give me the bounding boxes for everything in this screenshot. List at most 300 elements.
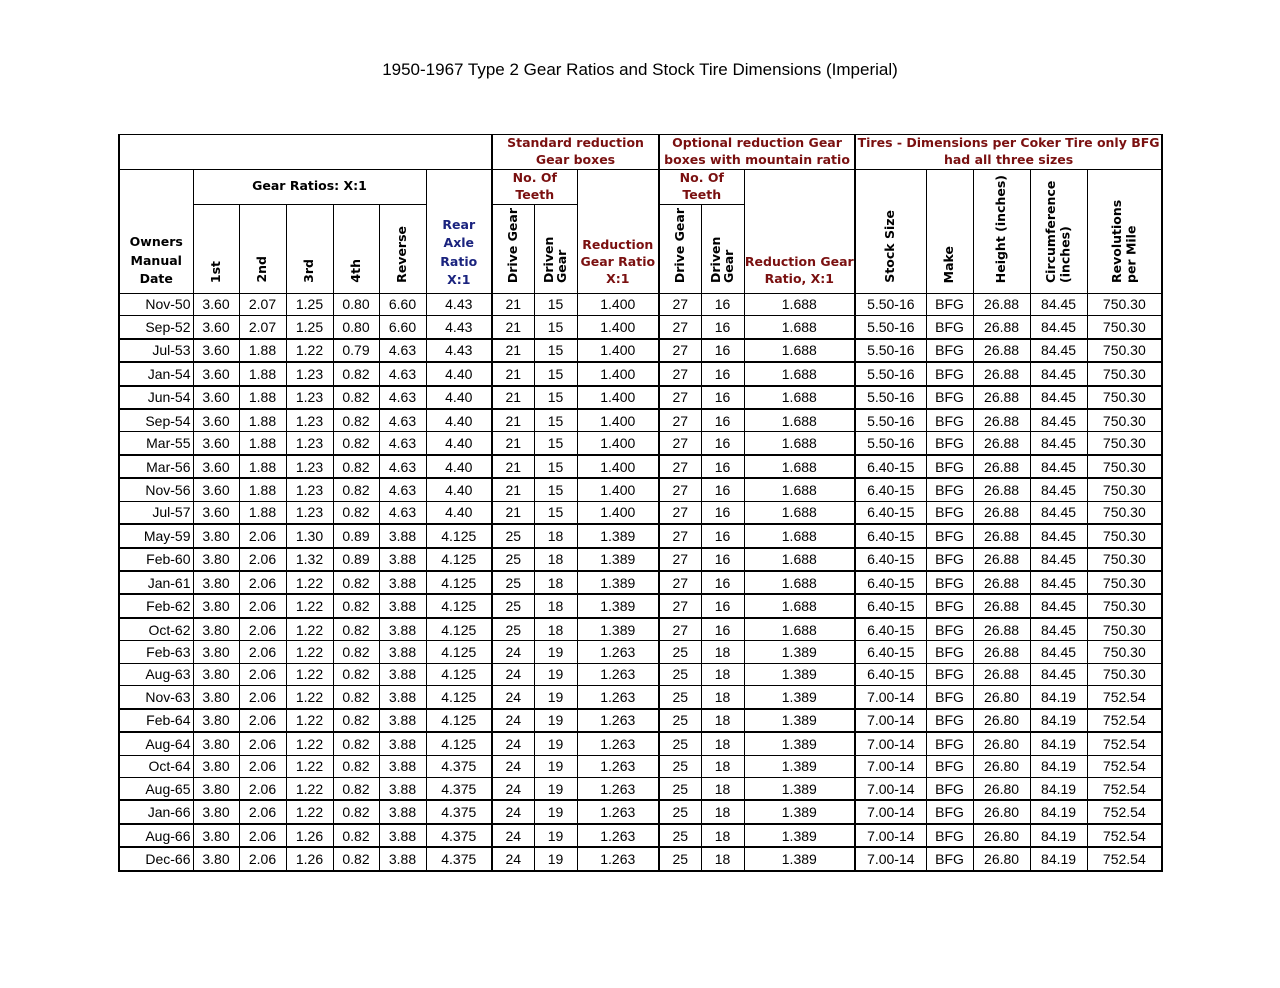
second-gear-cell: 1.88 xyxy=(239,478,286,501)
third-gear-cell: 1.23 xyxy=(286,432,333,455)
stock-size-cell: 6.40-15 xyxy=(855,618,926,641)
optional-reduction-ratio-cell: 1.688 xyxy=(744,478,855,501)
fourth-gear-cell: 0.82 xyxy=(333,618,379,641)
optional-driven-gear-cell: 16 xyxy=(701,386,744,409)
standard-teeth-header: No. Of Teeth xyxy=(492,169,577,204)
revolutions-cell: 750.30 xyxy=(1087,362,1162,385)
optional-teeth-header: No. Of Teeth xyxy=(659,169,744,204)
standard-reduction-ratio-header: Reduction Gear Ratio X:1 xyxy=(577,169,659,293)
stock-size-cell: 7.00-14 xyxy=(855,755,926,777)
optional-driven-gear-cell: 16 xyxy=(701,293,744,315)
standard-drive-gear-cell: 24 xyxy=(492,824,534,847)
standard-driven-gear-header: Driven Gear xyxy=(534,204,577,293)
standard-driven-gear-cell: 15 xyxy=(534,501,577,524)
optional-driven-gear-cell: 16 xyxy=(701,501,744,524)
fourth-gear-cell: 0.82 xyxy=(333,663,379,685)
circumference-cell: 84.45 xyxy=(1030,501,1087,524)
standard-drive-gear-cell: 24 xyxy=(492,800,534,823)
standard-drive-gear-cell: 21 xyxy=(492,339,534,362)
rear-axle-ratio-cell: 4.43 xyxy=(426,316,492,339)
rear-axle-ratio-cell: 4.125 xyxy=(426,686,492,709)
standard-driven-gear-cell: 15 xyxy=(534,339,577,362)
circumference-cell: 84.19 xyxy=(1030,800,1087,823)
second-gear-cell: 2.06 xyxy=(239,709,286,732)
first-gear-cell: 3.80 xyxy=(193,548,239,571)
stock-size-cell: 5.50-16 xyxy=(855,386,926,409)
revolutions-cell: 750.30 xyxy=(1087,594,1162,617)
height-cell: 26.88 xyxy=(973,339,1030,362)
standard-driven-gear-cell: 15 xyxy=(534,409,577,432)
optional-drive-gear-cell: 25 xyxy=(659,800,701,823)
revolutions-cell: 750.30 xyxy=(1087,524,1162,547)
first-gear-cell: 3.80 xyxy=(193,524,239,547)
make-cell: BFG xyxy=(926,777,973,800)
standard-reduction-ratio-cell: 1.263 xyxy=(577,800,659,823)
revolutions-cell: 750.30 xyxy=(1087,548,1162,571)
date-cell: Jan-54 xyxy=(119,362,193,385)
height-cell: 26.80 xyxy=(973,686,1030,709)
standard-driven-gear-cell: 19 xyxy=(534,800,577,823)
stock-size-cell: 6.40-15 xyxy=(855,478,926,501)
revolutions-cell: 750.30 xyxy=(1087,409,1162,432)
date-cell: May-59 xyxy=(119,524,193,547)
stock-size-cell: 5.50-16 xyxy=(855,409,926,432)
gear-ratios-header: Gear Ratios: X:1 xyxy=(193,169,426,204)
rear-axle-ratio-cell: 4.375 xyxy=(426,755,492,777)
standard-reduction-ratio-cell: 1.263 xyxy=(577,847,659,870)
table-body xyxy=(119,293,1162,870)
optional-reduction-ratio-cell: 1.688 xyxy=(744,316,855,339)
date-cell: Aug-65 xyxy=(119,777,193,800)
standard-driven-gear-cell: 15 xyxy=(534,316,577,339)
rear-axle-ratio-cell: 4.125 xyxy=(426,641,492,663)
third-gear-cell: 1.25 xyxy=(286,293,333,315)
circumference-cell: 84.45 xyxy=(1030,618,1087,641)
third-gear-cell: 1.26 xyxy=(286,824,333,847)
optional-reduction-ratio-cell: 1.389 xyxy=(744,732,855,755)
revolutions-cell: 750.30 xyxy=(1087,618,1162,641)
standard-reduction-ratio-cell: 1.263 xyxy=(577,709,659,732)
reverse-gear-cell: 3.88 xyxy=(379,709,426,732)
optional-driven-gear-header: Driven Gear xyxy=(701,204,744,293)
rear-axle-ratio-header: Rear Axle Ratio X:1 xyxy=(426,169,492,293)
rear-axle-ratio-cell: 4.125 xyxy=(426,709,492,732)
fourth-gear-cell: 0.82 xyxy=(333,409,379,432)
circumference-cell: 84.45 xyxy=(1030,293,1087,315)
standard-reduction-ratio-cell: 1.263 xyxy=(577,641,659,663)
tires-group-header: Tires - Dimensions per Coker Tire only BFG had all three sizes xyxy=(855,135,1162,170)
optional-driven-gear-cell: 18 xyxy=(701,641,744,663)
optional-drive-gear-cell: 27 xyxy=(659,478,701,501)
gear-ratio-table xyxy=(118,134,1163,872)
circumference-cell: 84.45 xyxy=(1030,524,1087,547)
rear-axle-ratio-cell: 4.125 xyxy=(426,594,492,617)
circumference-cell: 84.19 xyxy=(1030,824,1087,847)
first-gear-cell: 3.60 xyxy=(193,339,239,362)
standard-reduction-ratio-cell: 1.263 xyxy=(577,663,659,685)
revolutions-cell: 750.30 xyxy=(1087,641,1162,663)
stock-size-cell: 6.40-15 xyxy=(855,455,926,478)
blank-header-cell xyxy=(119,135,492,170)
rear-axle-ratio-cell: 4.375 xyxy=(426,847,492,870)
reverse-gear-header: Reverse xyxy=(379,204,426,293)
stock-size-cell: 6.40-15 xyxy=(855,548,926,571)
optional-reduction-ratio-cell: 1.688 xyxy=(744,455,855,478)
second-gear-cell: 2.06 xyxy=(239,732,286,755)
revolutions-cell: 750.30 xyxy=(1087,432,1162,455)
third-gear-cell: 1.25 xyxy=(286,316,333,339)
reverse-gear-cell: 6.60 xyxy=(379,316,426,339)
reverse-gear-cell: 3.88 xyxy=(379,755,426,777)
owners-manual-date-header: Owners Manual Date xyxy=(119,169,193,293)
third-gear-cell: 1.22 xyxy=(286,571,333,594)
optional-drive-gear-cell: 25 xyxy=(659,847,701,870)
height-cell: 26.88 xyxy=(973,594,1030,617)
height-cell: 26.88 xyxy=(973,641,1030,663)
circumference-cell: 84.45 xyxy=(1030,594,1087,617)
second-gear-cell: 1.88 xyxy=(239,386,286,409)
make-cell: BFG xyxy=(926,548,973,571)
optional-reduction-ratio-cell: 1.389 xyxy=(744,800,855,823)
first-gear-cell: 3.60 xyxy=(193,501,239,524)
standard-reduction-ratio-cell: 1.263 xyxy=(577,824,659,847)
make-cell: BFG xyxy=(926,455,973,478)
height-cell: 26.88 xyxy=(973,524,1030,547)
table-row xyxy=(119,777,1162,800)
first-gear-cell: 3.60 xyxy=(193,409,239,432)
standard-reduction-ratio-cell: 1.263 xyxy=(577,755,659,777)
rear-axle-ratio-cell: 4.40 xyxy=(426,409,492,432)
table-row xyxy=(119,432,1162,455)
optional-reduction-ratio-cell: 1.389 xyxy=(744,847,855,870)
first-gear-cell: 3.80 xyxy=(193,777,239,800)
page-title: 1950-1967 Type 2 Gear Ratios and Stock Tire Dimensions (Imperial) xyxy=(382,60,898,79)
table-row xyxy=(119,409,1162,432)
date-cell: Jan-66 xyxy=(119,800,193,823)
stock-size-cell: 7.00-14 xyxy=(855,824,926,847)
standard-drive-gear-cell: 24 xyxy=(492,755,534,777)
make-cell: BFG xyxy=(926,524,973,547)
fourth-gear-cell: 0.82 xyxy=(333,800,379,823)
standard-driven-gear-cell: 19 xyxy=(534,824,577,847)
second-gear-cell: 2.06 xyxy=(239,777,286,800)
optional-reduction-ratio-cell: 1.688 xyxy=(744,594,855,617)
make-cell: BFG xyxy=(926,618,973,641)
optional-reduction-ratio-header: Reduction Gear Ratio, X:1 xyxy=(744,169,855,293)
optional-driven-gear-cell: 16 xyxy=(701,524,744,547)
table-row xyxy=(119,641,1162,663)
rear-axle-ratio-cell: 4.40 xyxy=(426,501,492,524)
circumference-cell: 84.45 xyxy=(1030,362,1087,385)
revolutions-cell: 750.30 xyxy=(1087,386,1162,409)
date-cell: Oct-64 xyxy=(119,755,193,777)
table-row xyxy=(119,293,1162,315)
optional-drive-gear-cell: 27 xyxy=(659,524,701,547)
table-row xyxy=(119,478,1162,501)
standard-drive-gear-cell: 25 xyxy=(492,618,534,641)
first-gear-cell: 3.60 xyxy=(193,455,239,478)
revolutions-cell: 752.54 xyxy=(1087,800,1162,823)
stock-size-cell: 5.50-16 xyxy=(855,432,926,455)
revolutions-cell: 750.30 xyxy=(1087,316,1162,339)
standard-reduction-ratio-cell: 1.400 xyxy=(577,339,659,362)
first-gear-cell: 3.60 xyxy=(193,478,239,501)
circumference-cell: 84.19 xyxy=(1030,777,1087,800)
second-gear-cell: 2.06 xyxy=(239,824,286,847)
optional-reduction-ratio-cell: 1.389 xyxy=(744,755,855,777)
rear-axle-ratio-cell: 4.40 xyxy=(426,362,492,385)
fourth-gear-cell: 0.80 xyxy=(333,293,379,315)
height-cell: 26.80 xyxy=(973,824,1030,847)
fourth-gear-cell: 0.82 xyxy=(333,686,379,709)
date-cell: Nov-56 xyxy=(119,478,193,501)
fourth-gear-cell: 0.82 xyxy=(333,455,379,478)
optional-reduction-ratio-cell: 1.688 xyxy=(744,293,855,315)
table-row xyxy=(119,316,1162,339)
stock-size-cell: 7.00-14 xyxy=(855,847,926,870)
date-cell: Jul-53 xyxy=(119,339,193,362)
third-gear-cell: 1.32 xyxy=(286,548,333,571)
optional-drive-gear-cell: 25 xyxy=(659,732,701,755)
make-cell: BFG xyxy=(926,686,973,709)
rear-axle-ratio-cell: 4.125 xyxy=(426,548,492,571)
standard-reduction-ratio-cell: 1.389 xyxy=(577,618,659,641)
standard-driven-gear-cell: 18 xyxy=(534,524,577,547)
reverse-gear-cell: 3.88 xyxy=(379,800,426,823)
table-row xyxy=(119,618,1162,641)
fourth-gear-cell: 0.82 xyxy=(333,501,379,524)
height-cell: 26.88 xyxy=(973,548,1030,571)
date-cell: Aug-63 xyxy=(119,663,193,685)
fourth-gear-cell: 0.82 xyxy=(333,362,379,385)
optional-driven-gear-cell: 18 xyxy=(701,663,744,685)
date-cell: Jul-57 xyxy=(119,501,193,524)
first-gear-cell: 3.80 xyxy=(193,641,239,663)
date-cell: Nov-63 xyxy=(119,686,193,709)
optional-driven-gear-cell: 16 xyxy=(701,571,744,594)
standard-driven-gear-cell: 19 xyxy=(534,686,577,709)
second-gear-cell: 2.06 xyxy=(239,524,286,547)
first-gear-cell: 3.60 xyxy=(193,386,239,409)
standard-driven-gear-cell: 19 xyxy=(534,847,577,870)
table-row xyxy=(119,686,1162,709)
standard-drive-gear-cell: 21 xyxy=(492,316,534,339)
stock-size-cell: 7.00-14 xyxy=(855,800,926,823)
stock-size-header: Stock Size xyxy=(855,169,926,293)
third-gear-cell: 1.22 xyxy=(286,618,333,641)
second-gear-cell: 1.88 xyxy=(239,339,286,362)
standard-reduction-ratio-cell: 1.400 xyxy=(577,293,659,315)
first-gear-cell: 3.80 xyxy=(193,571,239,594)
second-gear-cell: 1.88 xyxy=(239,362,286,385)
second-gear-cell: 1.88 xyxy=(239,455,286,478)
standard-reduction-ratio-cell: 1.400 xyxy=(577,432,659,455)
optional-reduction-ratio-cell: 1.688 xyxy=(744,386,855,409)
fourth-gear-cell: 0.89 xyxy=(333,524,379,547)
make-cell: BFG xyxy=(926,432,973,455)
revolutions-cell: 750.30 xyxy=(1087,339,1162,362)
make-cell: BFG xyxy=(926,501,973,524)
stock-size-cell: 7.00-14 xyxy=(855,777,926,800)
stock-size-cell: 6.40-15 xyxy=(855,571,926,594)
revolutions-cell: 750.30 xyxy=(1087,455,1162,478)
table-row xyxy=(119,709,1162,732)
optional-reduction-ratio-cell: 1.688 xyxy=(744,362,855,385)
optional-drive-gear-cell: 27 xyxy=(659,455,701,478)
revolutions-cell: 750.30 xyxy=(1087,293,1162,315)
date-cell: Feb-64 xyxy=(119,709,193,732)
standard-drive-gear-cell: 21 xyxy=(492,455,534,478)
table-row xyxy=(119,501,1162,524)
standard-reduction-ratio-cell: 1.389 xyxy=(577,571,659,594)
standard-driven-gear-cell: 19 xyxy=(534,755,577,777)
optional-driven-gear-cell: 16 xyxy=(701,548,744,571)
date-cell: Sep-54 xyxy=(119,409,193,432)
rear-axle-ratio-cell: 4.40 xyxy=(426,432,492,455)
standard-drive-gear-cell: 25 xyxy=(492,548,534,571)
stock-size-cell: 7.00-14 xyxy=(855,709,926,732)
height-cell: 26.88 xyxy=(973,478,1030,501)
optional-drive-gear-cell: 25 xyxy=(659,663,701,685)
table-row xyxy=(119,824,1162,847)
first-gear-cell: 3.80 xyxy=(193,847,239,870)
fourth-gear-cell: 0.82 xyxy=(333,432,379,455)
third-gear-cell: 1.26 xyxy=(286,847,333,870)
circumference-cell: 84.19 xyxy=(1030,686,1087,709)
optional-drive-gear-cell: 25 xyxy=(659,824,701,847)
optional-reduction-ratio-cell: 1.688 xyxy=(744,501,855,524)
standard-reduction-ratio-cell: 1.263 xyxy=(577,732,659,755)
fourth-gear-cell: 0.82 xyxy=(333,847,379,870)
rear-axle-ratio-cell: 4.125 xyxy=(426,524,492,547)
standard-driven-gear-cell: 18 xyxy=(534,548,577,571)
height-cell: 26.88 xyxy=(973,501,1030,524)
fourth-gear-cell: 0.82 xyxy=(333,594,379,617)
height-cell: 26.88 xyxy=(973,455,1030,478)
standard-drive-gear-cell: 21 xyxy=(492,501,534,524)
standard-drive-gear-cell: 24 xyxy=(492,777,534,800)
optional-reduction-ratio-cell: 1.389 xyxy=(744,824,855,847)
first-gear-cell: 3.60 xyxy=(193,316,239,339)
circumference-cell: 84.45 xyxy=(1030,432,1087,455)
date-cell: Feb-63 xyxy=(119,641,193,663)
optional-reduction-ratio-cell: 1.688 xyxy=(744,548,855,571)
circumference-cell: 84.45 xyxy=(1030,478,1087,501)
date-cell: Mar-56 xyxy=(119,455,193,478)
optional-drive-gear-cell: 25 xyxy=(659,686,701,709)
standard-reduction-ratio-cell: 1.400 xyxy=(577,478,659,501)
stock-size-cell: 5.50-16 xyxy=(855,339,926,362)
rear-axle-ratio-cell: 4.43 xyxy=(426,293,492,315)
reverse-gear-cell: 3.88 xyxy=(379,571,426,594)
optional-drive-gear-header: Drive Gear xyxy=(659,204,701,293)
third-gear-cell: 1.22 xyxy=(286,777,333,800)
second-gear-cell: 2.06 xyxy=(239,571,286,594)
height-cell: 26.80 xyxy=(973,709,1030,732)
reverse-gear-cell: 4.63 xyxy=(379,432,426,455)
optional-reduction-ratio-cell: 1.389 xyxy=(744,777,855,800)
stock-size-cell: 6.40-15 xyxy=(855,501,926,524)
optional-drive-gear-cell: 27 xyxy=(659,293,701,315)
rear-axle-ratio-cell: 4.375 xyxy=(426,800,492,823)
date-cell: Feb-60 xyxy=(119,548,193,571)
reverse-gear-cell: 6.60 xyxy=(379,293,426,315)
table-row xyxy=(119,339,1162,362)
third-gear-cell: 1.23 xyxy=(286,455,333,478)
standard-driven-gear-cell: 15 xyxy=(534,432,577,455)
revolutions-header: Revolutions per Mile xyxy=(1087,169,1162,293)
fourth-gear-header: 4th xyxy=(333,204,379,293)
first-gear-header: 1st xyxy=(193,204,239,293)
optional-driven-gear-cell: 16 xyxy=(701,594,744,617)
third-gear-cell: 1.22 xyxy=(286,755,333,777)
standard-driven-gear-cell: 19 xyxy=(534,663,577,685)
make-cell: BFG xyxy=(926,847,973,870)
reverse-gear-cell: 3.88 xyxy=(379,847,426,870)
optional-driven-gear-cell: 18 xyxy=(701,847,744,870)
height-header: Height (inches) xyxy=(973,169,1030,293)
standard-reduction-ratio-cell: 1.263 xyxy=(577,777,659,800)
height-cell: 26.80 xyxy=(973,800,1030,823)
first-gear-cell: 3.80 xyxy=(193,594,239,617)
optional-reduction-ratio-cell: 1.389 xyxy=(744,709,855,732)
standard-drive-gear-cell: 24 xyxy=(492,709,534,732)
second-gear-cell: 2.06 xyxy=(239,755,286,777)
stock-size-cell: 5.50-16 xyxy=(855,362,926,385)
optional-drive-gear-cell: 27 xyxy=(659,501,701,524)
optional-drive-gear-cell: 27 xyxy=(659,432,701,455)
date-cell: Sep-52 xyxy=(119,316,193,339)
table-row xyxy=(119,571,1162,594)
circumference-cell: 84.45 xyxy=(1030,571,1087,594)
date-cell: Oct-62 xyxy=(119,618,193,641)
first-gear-cell: 3.80 xyxy=(193,686,239,709)
height-cell: 26.88 xyxy=(973,316,1030,339)
circumference-cell: 84.19 xyxy=(1030,732,1087,755)
optional-drive-gear-cell: 27 xyxy=(659,386,701,409)
optional-reduction-ratio-cell: 1.688 xyxy=(744,432,855,455)
height-cell: 26.80 xyxy=(973,847,1030,870)
optional-drive-gear-cell: 27 xyxy=(659,316,701,339)
optional-drive-gear-cell: 27 xyxy=(659,618,701,641)
optional-driven-gear-cell: 18 xyxy=(701,686,744,709)
revolutions-cell: 752.54 xyxy=(1087,755,1162,777)
optional-group-header: Optional reduction Gear boxes with mountain ratio xyxy=(659,135,855,170)
standard-drive-gear-cell: 24 xyxy=(492,732,534,755)
make-cell: BFG xyxy=(926,641,973,663)
third-gear-cell: 1.30 xyxy=(286,524,333,547)
date-cell: Nov-50 xyxy=(119,293,193,315)
stock-size-cell: 7.00-14 xyxy=(855,686,926,709)
circumference-cell: 84.45 xyxy=(1030,455,1087,478)
standard-reduction-ratio-cell: 1.400 xyxy=(577,316,659,339)
standard-reduction-ratio-cell: 1.400 xyxy=(577,386,659,409)
fourth-gear-cell: 0.82 xyxy=(333,824,379,847)
height-cell: 26.80 xyxy=(973,777,1030,800)
table-row xyxy=(119,455,1162,478)
height-cell: 26.88 xyxy=(973,663,1030,685)
height-cell: 26.88 xyxy=(973,571,1030,594)
standard-reduction-ratio-cell: 1.400 xyxy=(577,501,659,524)
rear-axle-ratio-cell: 4.40 xyxy=(426,478,492,501)
standard-drive-gear-cell: 24 xyxy=(492,847,534,870)
standard-drive-gear-header: Drive Gear xyxy=(492,204,534,293)
standard-driven-gear-cell: 18 xyxy=(534,571,577,594)
rear-axle-ratio-cell: 4.125 xyxy=(426,663,492,685)
optional-drive-gear-cell: 27 xyxy=(659,409,701,432)
standard-reduction-ratio-cell: 1.389 xyxy=(577,548,659,571)
height-cell: 26.88 xyxy=(973,293,1030,315)
